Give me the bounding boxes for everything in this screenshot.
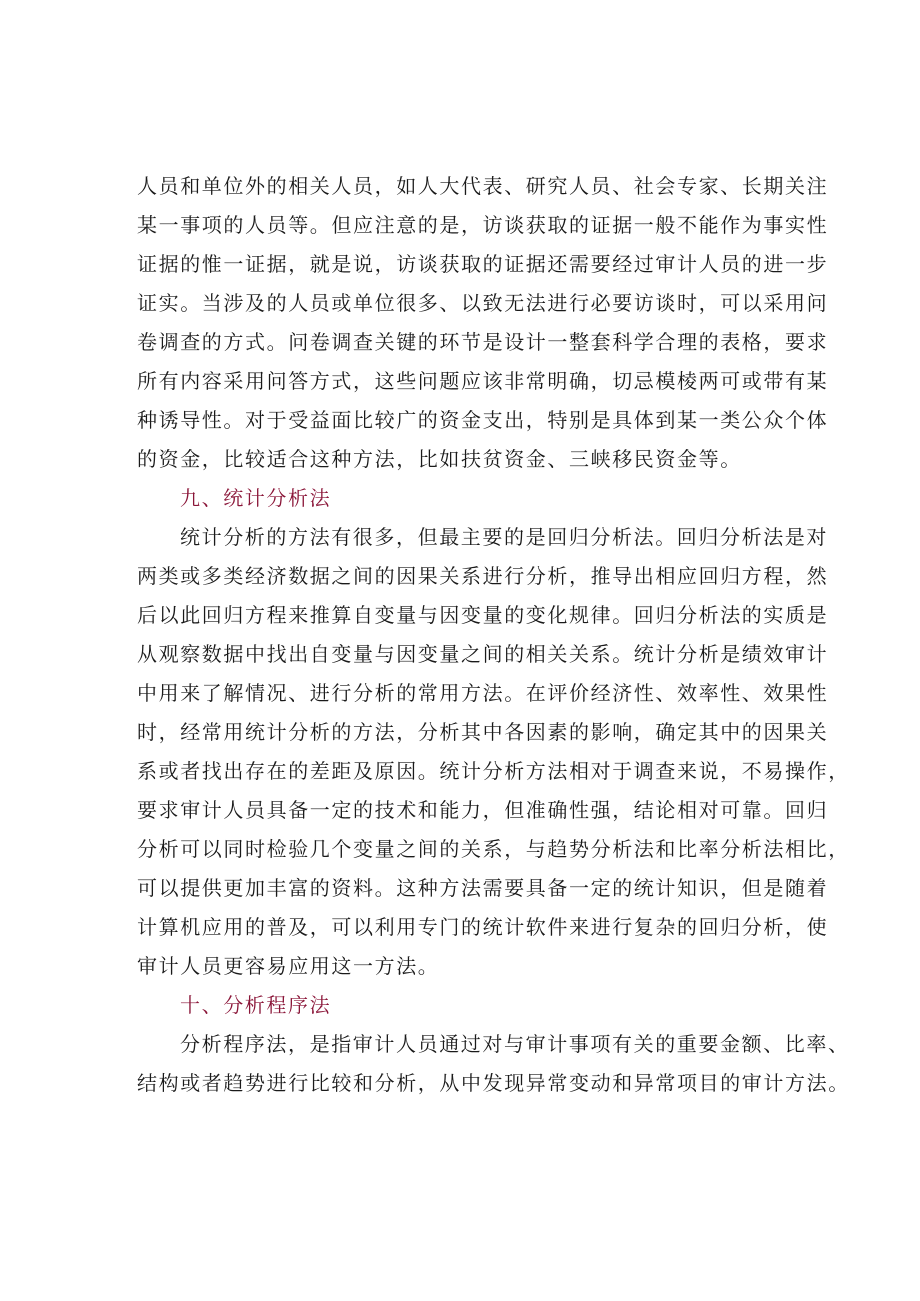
section-heading-analytical-procedures: 十、分析程序法: [180, 993, 332, 1017]
text-line: 审计人员更容易应用这一方法。: [137, 954, 440, 978]
text-line: 某一事项的人员等。但应注意的是，访谈获取的证据一般不能作为事实性: [137, 213, 829, 237]
text-line: 人员和单位外的相关人员，如人大代表、研究人员、社会专家、长期关注: [137, 174, 829, 198]
text-line: 要求审计人员具备一定的技术和能力，但准确性强，结论相对可靠。回归: [137, 798, 829, 822]
text-line: 的资金，比较适合这种方法，比如扶贫资金、三峡移民资金等。: [137, 447, 742, 471]
text-line: 所有内容采用问答方式，这些问题应该非常明确，切忌模棱两可或带有某: [137, 369, 829, 393]
text-line: 可以提供更加丰富的资料。这种方法需要具备一定的统计知识，但是随着: [137, 876, 829, 900]
text-line: 证实。当涉及的人员或单位很多、以致无法进行必要访谈时，可以采用问: [137, 291, 829, 315]
text-line: 分析可以同时检验几个变量之间的关系，与趋势分析法和比率分析法相比，: [137, 837, 850, 861]
text-line: 系或者找出存在的差距及原因。统计分析方法相对于调查来说，不易操作，: [137, 759, 850, 783]
text-line: 两类或多类经济数据之间的因果关系进行分析，推导出相应回归方程，然: [137, 564, 829, 588]
text-line: 种诱导性。对于受益面比较广的资金支出，特别是具体到某一类公众个体: [137, 408, 829, 432]
text-line: 从观察数据中找出自变量与因变量之间的相关关系。统计分析是绩效审计: [137, 642, 829, 666]
text-line: 结构或者趋势进行比较和分析，从中发现异常变动和异常项目的审计方法。: [137, 1071, 850, 1095]
text-line: 后以此回归方程来推算自变量与因变量的变化规律。回归分析法的实质是: [137, 603, 829, 627]
text-line: 证据的惟一证据，就是说，访谈获取的证据还需要经过审计人员的进一步: [137, 252, 829, 276]
text-line: 中用来了解情况、进行分析的常用方法。在评价经济性、效率性、效果性: [137, 681, 829, 705]
text-line: 分析程序法，是指审计人员通过对与审计事项有关的重要金额、比率、: [180, 1032, 850, 1056]
text-line: 卷调查的方式。问卷调查关键的环节是设计一整套科学合理的表格，要求: [137, 330, 829, 354]
text-line: 时，经常用统计分析的方法，分析其中各因素的影响，确定其中的因果关: [137, 720, 829, 744]
section-heading-statistical-analysis: 九、统计分析法: [180, 486, 332, 510]
text-line: 计算机应用的普及，可以利用专门的统计软件来进行复杂的回归分析，使: [137, 915, 829, 939]
text-line: 统计分析的方法有很多，但最主要的是回归分析法。回归分析法是对: [180, 525, 828, 549]
